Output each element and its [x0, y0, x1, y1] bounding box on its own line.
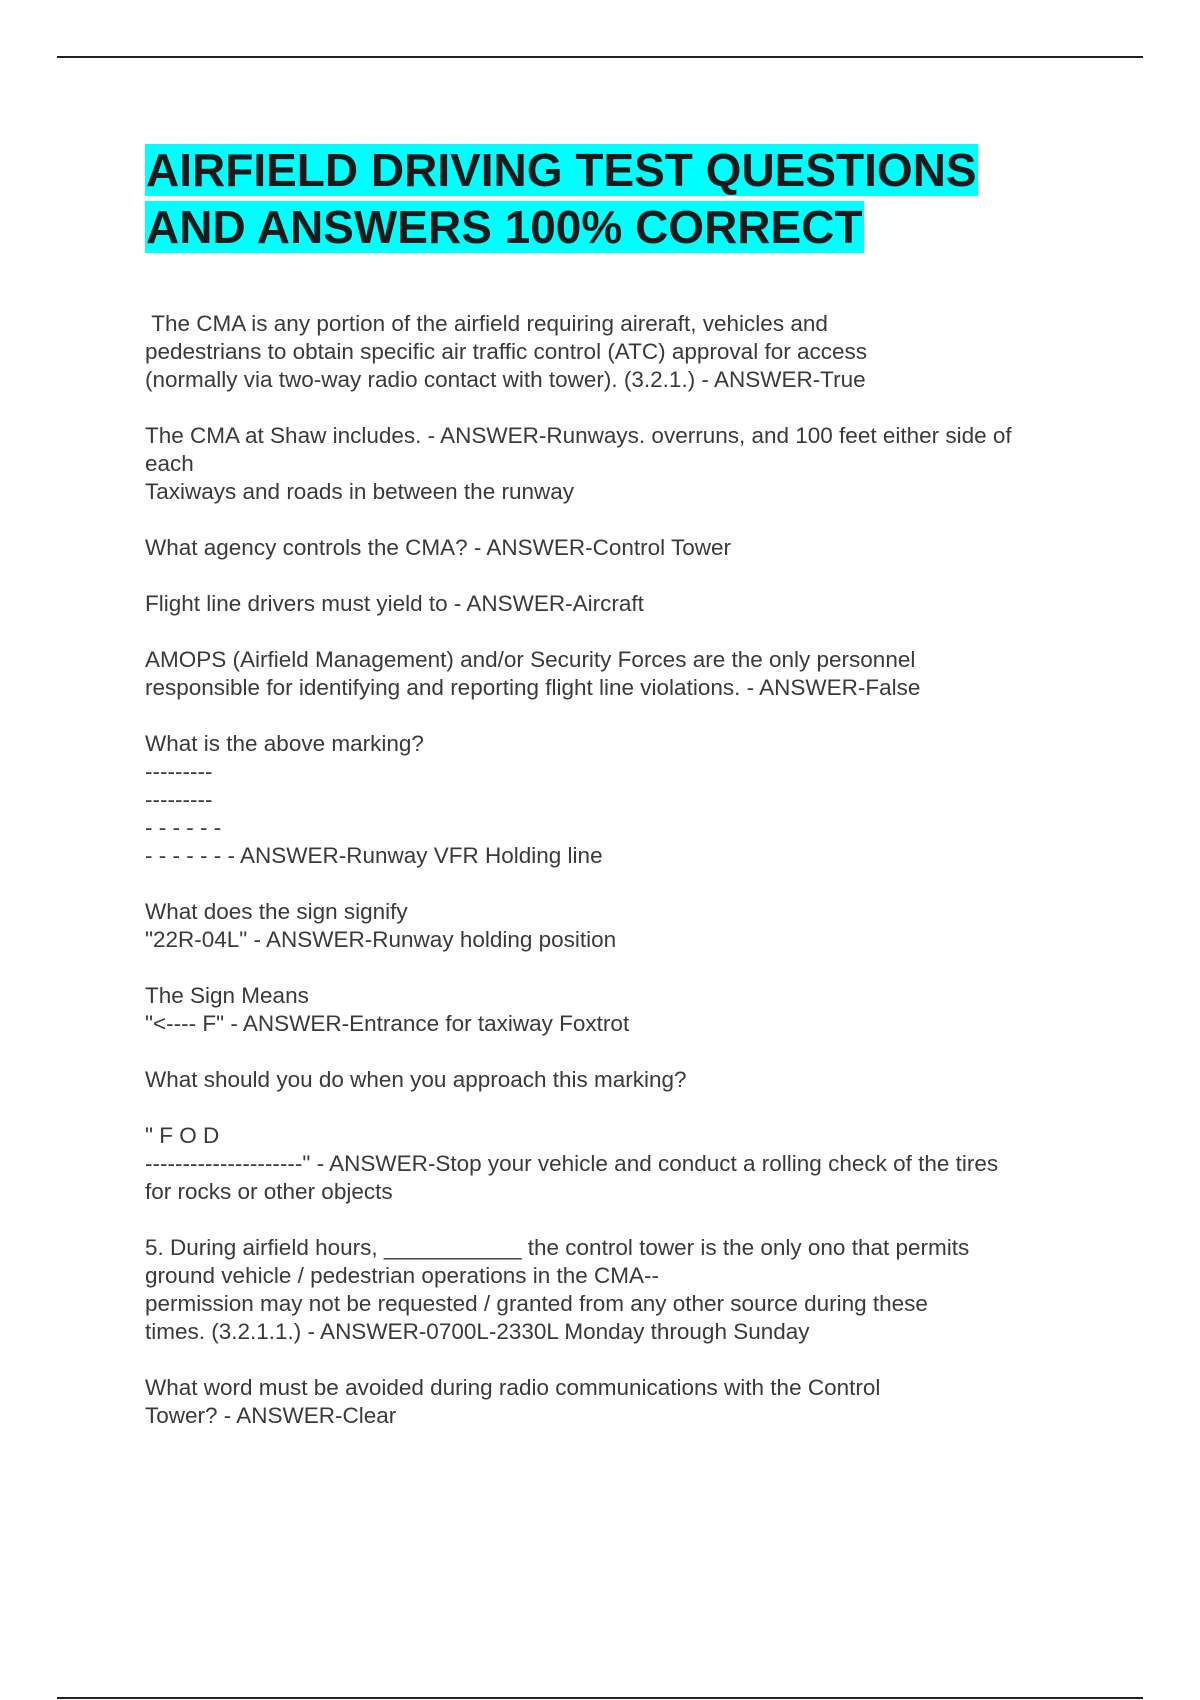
qa-line: What does the sign signify [145, 899, 408, 924]
qa-item [145, 310, 1085, 394]
qa-line: responsible for identifying and reporting flight line violations. - ANSWER-False [145, 675, 921, 700]
qa-item [145, 1374, 1085, 1430]
qa-line: The Sign Means [145, 983, 309, 1008]
qa-line: "22R-04L" - ANSWER-Runway holding position [145, 927, 617, 952]
qa-item [145, 730, 1085, 870]
title-line-1: AIRFIELD DRIVING TEST QUESTIONS [146, 144, 977, 196]
qa-line: ground vehicle / pedestrian operations in the CMA-- [145, 1263, 660, 1288]
qa-line: AMOPS (Airfield Management) and/or Security Forces are the only personnel [145, 647, 916, 672]
qa-item [145, 898, 1085, 954]
qa-line: permission may not be requested / granted from any other source during these [145, 1291, 928, 1316]
qa-line: Tower? - ANSWER-Clear [145, 1403, 397, 1428]
qa-item [145, 422, 1085, 506]
qa-line: "<---- F" - ANSWER-Entrance for taxiway Foxtrot [145, 1011, 630, 1036]
qa-line: for rocks or other objects [145, 1179, 393, 1204]
qa-line: times. (3.2.1.1.) - ANSWER-0700L-2330L Monday through Sunday [145, 1319, 810, 1344]
qa-line: What should you do when you approach this marking? [145, 1067, 687, 1092]
qa-line: ---------------------" - ANSWER-Stop your vehicle and conduct a rolling check of the tires [145, 1151, 999, 1176]
qa-item [145, 1122, 1085, 1206]
qa-item [145, 1066, 1085, 1094]
qa-line: - - - - - - [145, 815, 222, 840]
qa-item [145, 646, 1085, 702]
qa-line: (normally via two-way radio contact with tower). (3.2.1.) - ANSWER-True [145, 367, 866, 392]
qa-line: Flight line drivers must yield to - ANSWER-Aircraft [145, 591, 644, 616]
qa-list [145, 310, 1085, 1458]
qa-item [145, 590, 1085, 618]
qa-item [145, 1234, 1085, 1346]
qa-line: " F O D [145, 1123, 220, 1148]
qa-line: What agency controls the CMA? - ANSWER-Control Tower [145, 535, 732, 560]
qa-item [145, 982, 1085, 1038]
qa-line: --------- [145, 759, 213, 784]
qa-line: What word must be avoided during radio communications with the Control [145, 1375, 881, 1400]
qa-line: --------- [145, 787, 213, 812]
qa-line: each [145, 451, 194, 476]
qa-line: Taxiways and roads in between the runway [145, 479, 574, 504]
document-title [145, 142, 1085, 256]
qa-line: What is the above marking? [145, 731, 424, 756]
qa-line: 5. During airfield hours, ___________ the control tower is the only ono that permits [145, 1235, 970, 1260]
qa-line: The CMA at Shaw includes. - ANSWER-Runways. overruns, and 100 feet either side of [145, 423, 1012, 448]
title-line-2: AND ANSWERS 100% CORRECT [146, 201, 863, 253]
qa-line: pedestrians to obtain specific air traffic control (ATC) approval for access [145, 339, 867, 364]
qa-line: The CMA is any portion of the airfield requiring aireraft, vehicles and [145, 311, 828, 336]
qa-item [145, 534, 1085, 562]
qa-line: - - - - - - - ANSWER-Runway VFR Holding line [145, 843, 603, 868]
bottom-rule [57, 1697, 1143, 1699]
top-rule [57, 56, 1143, 58]
